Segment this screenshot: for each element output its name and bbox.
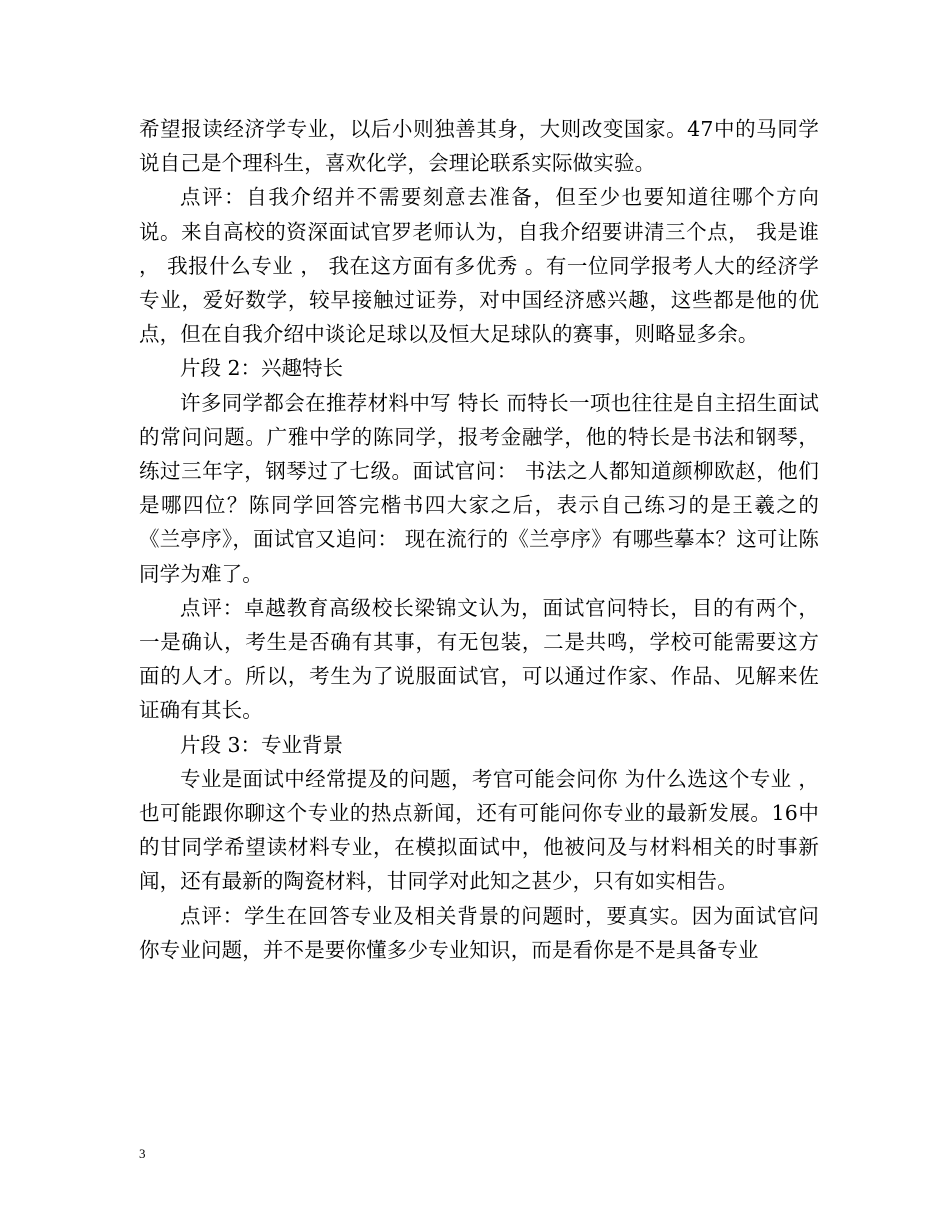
page-number: 3 bbox=[139, 1146, 146, 1161]
paragraph-comment-major: 点评：学生在回答专业及相关背景的问题时，要真实。因为面试官问你专业问题，并不是要你懂多少专业知识，而是看你是不是具备专业 bbox=[139, 903, 819, 962]
section-heading-interests: 片段 2：兴趣特长 bbox=[180, 356, 344, 381]
paragraph-interests-example: 许多同学都会在推荐材料中写 特长 而特长一项也往往是自主招生面试的常问问题。广雅中学的陈同学，报考金融学，他的特长是书法和钢琴，练过三年字，钢琴过了七级。面试官问： 书法之人都知道颜柳欧赵，他们是哪四位？陈同学回答完楷书四大家之后，表示自己练习的是王羲之的《兰亭序》，面试官又追问： 现在流行的《兰亭序》有哪些摹本？这可让陈同学为难了。 bbox=[139, 390, 819, 586]
document-body bbox=[139, 112, 819, 967]
paragraph-intro-continuation: 希望报读经济学专业，以后小则独善其身，大则改变国家。47中的马同学说自己是个理科生，喜欢化学，会理论联系实际做实验。 bbox=[139, 117, 819, 176]
paragraph-comment-self-introduction: 点评：自我介绍并不需要刻意去准备，但至少也要知道往哪个方向说。来自高校的资深面试官罗老师认为，自我介绍要讲清三个点， 我是谁 ， 我报什么专业 ， 我在这方面有多优秀 。有一位同学报考人大的经济学专业，爱好数学，较早接触过证券，对中国经济感兴趣，这些都是他的优点，但在自我介绍中谈论足球以及恒大足球队的赛事，则略显多余。 bbox=[139, 185, 819, 347]
section-heading-major-background: 片段 3：专业背景 bbox=[180, 732, 344, 757]
paragraph-comment-interests: 点评：卓越教育高级校长梁锦文认为，面试官问特长，目的有两个，一是确认，考生是否确有其事，有无包装，二是共鸣，学校可能需要这方面的人才。所以，考生为了说服面试官，可以通过作家、作品、见解来佐证确有其长。 bbox=[139, 595, 819, 723]
paragraph-major-example: 专业是面试中经常提及的问题，考官可能会问你 为什么选这个专业 ，也可能跟你聊这个专业的热点新闻，还有可能问你专业的最新发展。16中的甘同学希望读材料专业，在模拟面试中，他被问及与材料相关的时事新闻，还有最新的陶瓷材料，甘同学对此知之甚少，只有如实相告。 bbox=[139, 766, 819, 894]
